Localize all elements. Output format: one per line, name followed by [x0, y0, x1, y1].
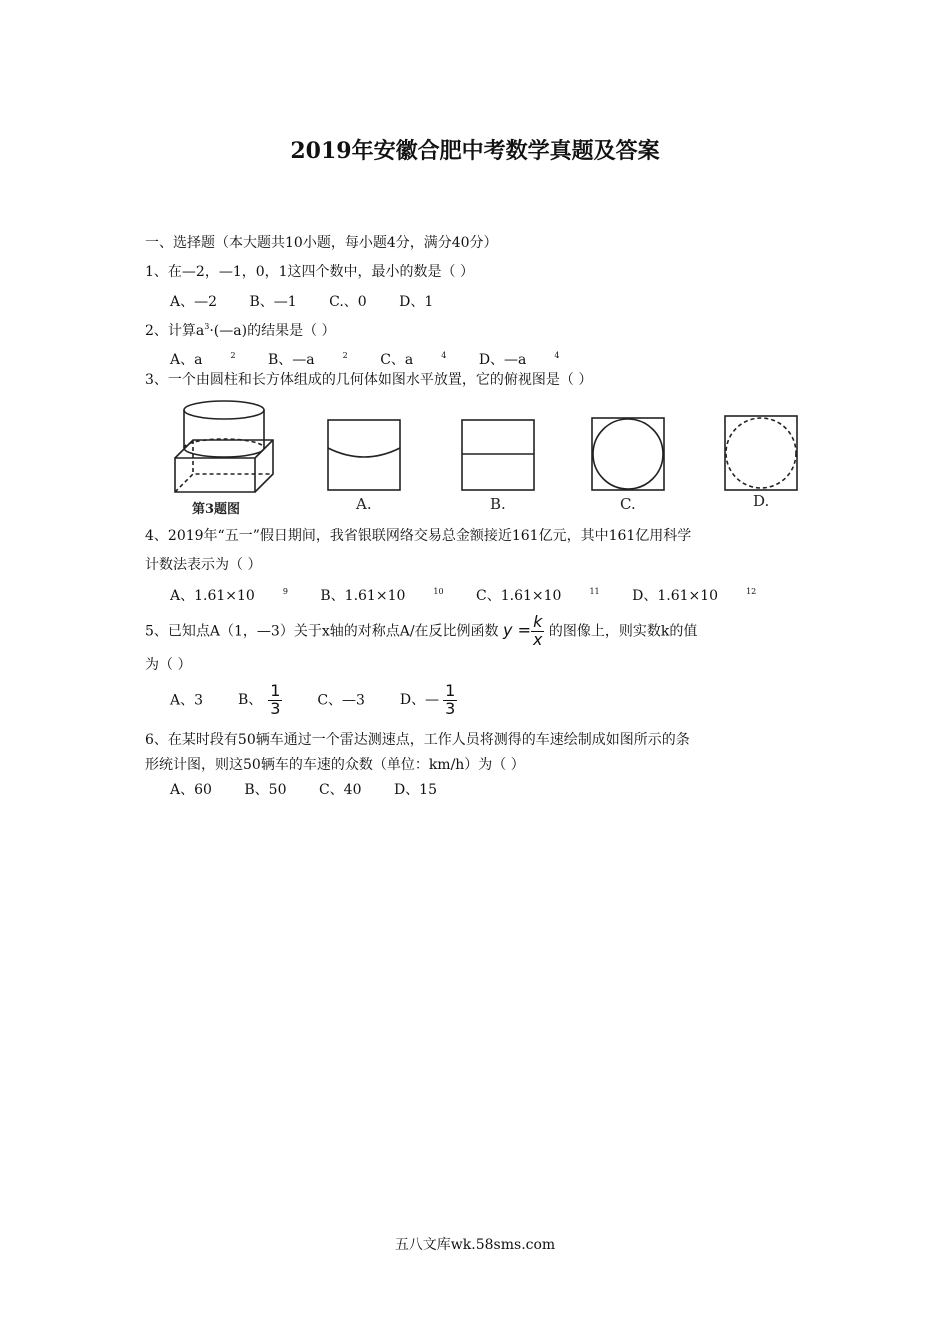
choice-d-figure	[725, 416, 797, 490]
question-5-options	[170, 683, 457, 718]
option-c: C、40	[318, 782, 362, 798]
question-4-options	[170, 588, 784, 603]
page-title: 2019年安徽合肥中考数学真题及答案	[290, 138, 660, 164]
option-c: C、—3	[317, 692, 365, 709]
option-a: A、—2	[170, 294, 218, 310]
option-d: D、1.61×10 $^{12}$	[632, 587, 757, 604]
footer-watermark: 五八文库wk.58sms.com	[394, 1237, 556, 1253]
question-6-stem-line1: 6、在某时段有50辆车通过一个雷达测速点，工作人员将测得的车速绘制成如图所示的条	[145, 732, 690, 748]
question-2-stem: 2、计算$a^3\cdot(—a)$的结果是（ ）	[145, 322, 336, 339]
question-6-options	[170, 783, 465, 797]
option-b: B、—1	[249, 294, 297, 310]
option-c: C、1.61×10 $^{11}$	[476, 587, 600, 604]
option-d: D、1	[399, 294, 434, 310]
option-b: B、1.61×10 $^{10}$	[320, 587, 444, 604]
option-a: A、60	[170, 782, 212, 798]
question-6-stem-line2: 形统计图，则这50辆车的车速的众数（单位：km/h）为（ ）	[145, 757, 525, 773]
section-heading: 一、选择题（本大题共10小题，每小题4分，满分40分）	[145, 235, 498, 251]
choice-a-label: A.	[356, 495, 372, 513]
question-5-stem-line1: 5、已知点A（1，—3）关于x轴的对称点A/在反比例函数 y = $\frac{k}{x}$ 的图像上，则实数k的值	[145, 612, 698, 649]
choice-d-label: D.	[753, 492, 770, 510]
question-1-options	[170, 295, 461, 309]
choice-c-figure	[592, 418, 664, 490]
option-c: C、a $^4$	[380, 351, 447, 368]
formula-fraction: $\frac{k}{x}$	[532, 612, 543, 649]
option-b: B、50	[244, 782, 287, 798]
question-4-stem-line1: 4、2019年“五一”假日期间，我省银联网络交易总金额接近161亿元，其中161亿用科学	[145, 528, 692, 544]
question-1-stem: 1、在—2，—1，0，1这四个数中，最小的数是（ ）	[145, 264, 474, 280]
option-a: A、1.61×10 $^9$	[170, 587, 288, 604]
choice-c-label: C.	[620, 495, 636, 513]
solid-figure	[175, 401, 273, 492]
formula-lhs: y =	[503, 620, 531, 640]
option-d: D、— $\frac{1}{3}$	[399, 681, 456, 718]
option-a: A、a $^2$	[170, 351, 236, 368]
option-b: B、—a $^2$	[268, 351, 348, 368]
figure-caption: 第3题图	[192, 502, 241, 517]
question-3-figures	[160, 392, 820, 522]
choice-b-figure	[462, 420, 534, 490]
option-b: B、 $\frac{1}{3}$	[237, 681, 281, 718]
option-a: A、3	[170, 692, 204, 709]
option-d: D、—a $^4$	[478, 351, 560, 368]
question-2-options	[170, 352, 587, 367]
option-d: D、15	[393, 782, 437, 798]
choice-a-figure	[328, 420, 400, 490]
question-3-stem: 3、一个由圆柱和长方体组成的几何体如图水平放置，它的俯视图是（ ）	[145, 372, 593, 388]
option-c: C.、0	[329, 294, 367, 310]
question-5-stem-line2: 为（ ）	[145, 657, 192, 673]
question-4-stem-line2: 计数法表示为（ ）	[145, 557, 262, 573]
choice-b-label: B.	[490, 495, 506, 513]
